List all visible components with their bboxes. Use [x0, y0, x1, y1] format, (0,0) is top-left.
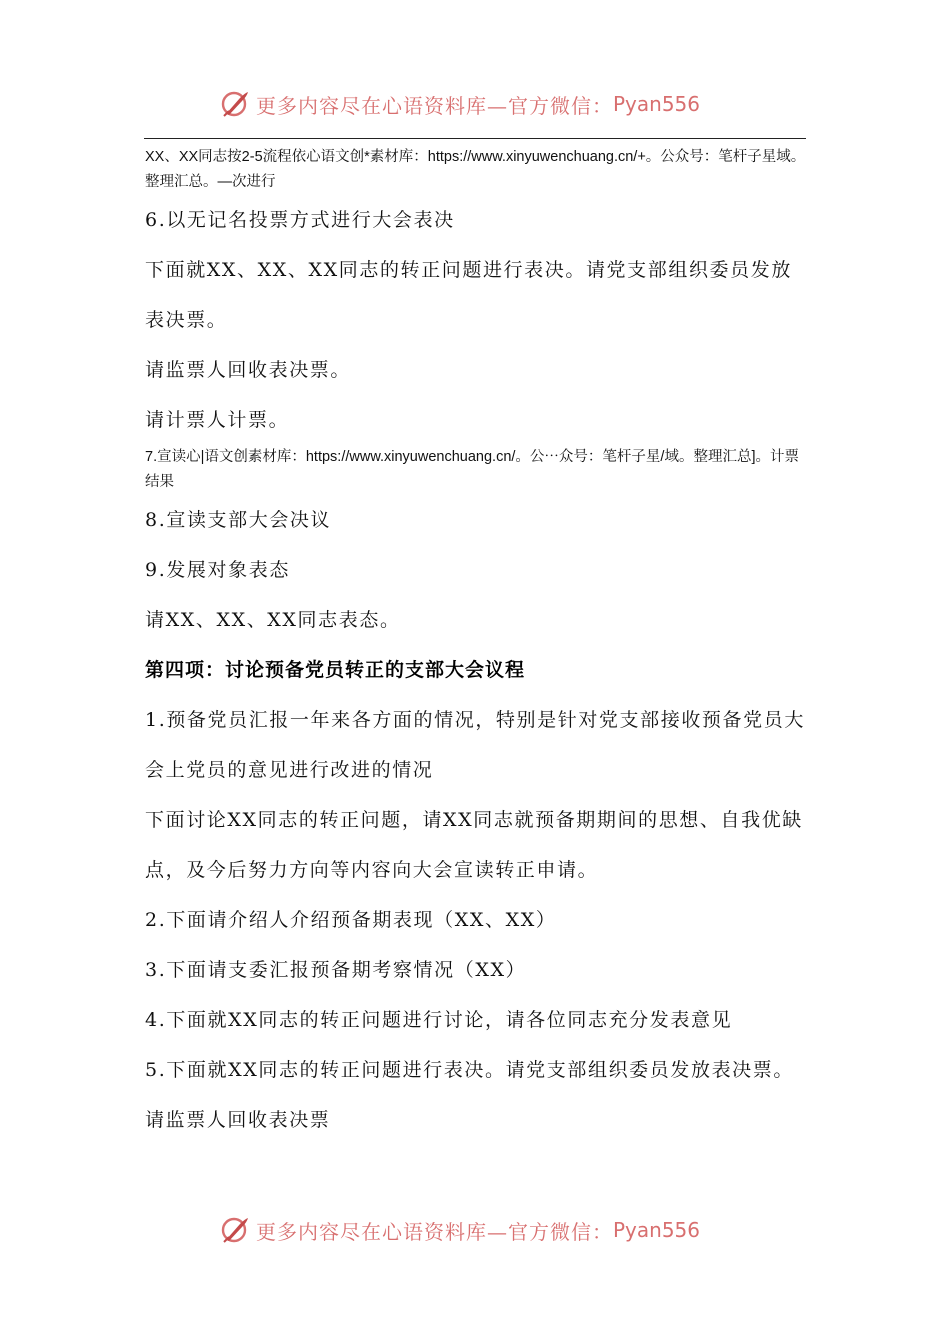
- paragraph: 8.宣读支部大会决议: [145, 509, 332, 531]
- paragraph: 6.以无记名投票方式进行大会表决: [145, 209, 455, 231]
- paragraph: 请XX、XX、XX同志表态。: [145, 609, 401, 631]
- paragraph: 5.下面就XX同志的转正问题进行表决。请党支部组织委员发放表决票。: [145, 1059, 794, 1081]
- paragraph: 下面讨论XX同志的转正问题，请XX同志就预备期期间的思想、自我优缺点，及今后努力方向等内容向大会宣读转正申请。: [145, 809, 803, 881]
- paragraph: 9.发展对象表态: [145, 559, 290, 581]
- paragraph: 请计票人计票。: [145, 409, 290, 431]
- paragraph: 1.预备党员汇报一年来各方面的情况，特别是针对党支部接收预备党员大会上党员的意见进行改进的情况: [145, 709, 805, 781]
- paragraph: 3.下面请支委汇报预备期考察情况（XX）: [145, 959, 527, 981]
- watermark-note: 7.宣读心|语文创素材库：https://www.xinyuwenchuang.cn/。公⋯众号：笔杆子星/域。整理汇总]。计票结果: [145, 449, 799, 490]
- quill-logo-icon: [220, 89, 250, 119]
- paragraph: 2.下面请介绍人介绍预备期表现（XX、XX）: [145, 909, 557, 931]
- footer-brand: [0, 1210, 950, 1250]
- document-body: [145, 145, 807, 1145]
- header-brand-text: 更多内容尽在心语资料库—官方微信：: [255, 93, 613, 118]
- header-rule: [144, 138, 806, 139]
- section-heading: 第四项：讨论预备党员转正的支部大会议程: [145, 659, 526, 681]
- paragraph: 4.下面就XX同志的转正问题进行讨论，请各位同志充分发表意见: [145, 1009, 733, 1031]
- header-wechat-id: Pyan556: [612, 92, 700, 116]
- paragraph: 请监票人回收表决票: [145, 1109, 331, 1131]
- header-brand: [0, 84, 950, 124]
- paragraph: 请监票人回收表决票。: [145, 359, 352, 381]
- quill-logo-icon: [220, 1215, 250, 1245]
- footer-brand-text: 更多内容尽在心语资料库—官方微信：: [255, 1219, 613, 1244]
- footer-wechat-id: Pyan556: [612, 1218, 700, 1242]
- watermark-note: XX、XX同志按2-5流程依心语文创*素材库：https://www.xinyuwenchuang.cn/+。公众号：笔杆子星域。整理汇总。—次进行: [145, 149, 806, 190]
- paragraph: 下面就XX、XX、XX同志的转正问题进行表决。请党支部组织委员发放表决票。: [145, 259, 792, 331]
